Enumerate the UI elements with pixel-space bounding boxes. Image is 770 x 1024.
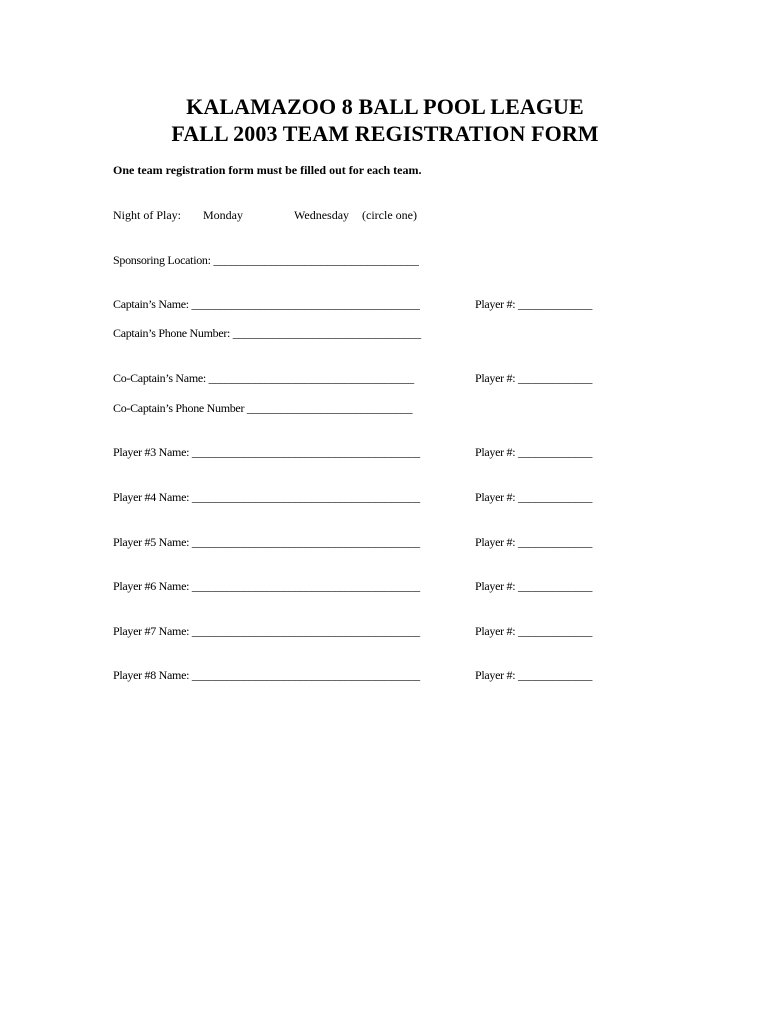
player-3-number-field[interactable]: Player #: _____________ bbox=[475, 445, 593, 459]
cocaptain-name-field[interactable]: Co-Captain’s Name: ____________________________________ bbox=[113, 371, 414, 385]
night-of-play-label: Night of Play: bbox=[113, 208, 181, 222]
player-6-number-field[interactable]: Player #: _____________ bbox=[475, 579, 593, 593]
player-8-number-field[interactable]: Player #: _____________ bbox=[475, 668, 593, 682]
captain-player-number-field[interactable]: Player #: _____________ bbox=[475, 297, 593, 311]
night-option-monday[interactable]: Monday bbox=[203, 208, 243, 222]
player-3-name-field[interactable]: Player #3 Name: ________________________________________ bbox=[113, 445, 420, 459]
captain-phone-field[interactable]: Captain’s Phone Number: _________________________________ bbox=[113, 326, 421, 340]
form-title-line-1: KALAMAZOO 8 BALL POOL LEAGUE bbox=[186, 94, 584, 119]
captain-name-field[interactable]: Captain’s Name: ________________________________________ bbox=[113, 297, 420, 311]
circle-one-note: (circle one) bbox=[362, 208, 417, 222]
player-7-number-field[interactable]: Player #: _____________ bbox=[475, 624, 593, 638]
player-5-name-field[interactable]: Player #5 Name: ________________________________________ bbox=[113, 535, 420, 549]
cocaptain-player-number-field[interactable]: Player #: _____________ bbox=[475, 371, 593, 385]
player-7-name-field[interactable]: Player #7 Name: ________________________________________ bbox=[113, 624, 420, 638]
night-option-wednesday[interactable]: Wednesday bbox=[294, 208, 350, 222]
player-4-number-field[interactable]: Player #: _____________ bbox=[475, 490, 593, 504]
sponsoring-location-field[interactable]: Sponsoring Location: ____________________________________ bbox=[113, 253, 419, 267]
player-4-name-field[interactable]: Player #4 Name: ________________________________________ bbox=[113, 490, 420, 504]
player-6-name-field[interactable]: Player #6 Name: ________________________________________ bbox=[113, 579, 420, 593]
cocaptain-phone-field[interactable]: Co-Captain’s Phone Number _____________________________ bbox=[113, 401, 413, 415]
player-5-number-field[interactable]: Player #: _____________ bbox=[475, 535, 593, 549]
intro-instruction: One team registration form must be filled out for each team. bbox=[113, 163, 422, 177]
form-title-line-2: FALL 2003 TEAM REGISTRATION FORM bbox=[171, 121, 599, 146]
player-8-name-field[interactable]: Player #8 Name: ________________________________________ bbox=[113, 668, 420, 682]
